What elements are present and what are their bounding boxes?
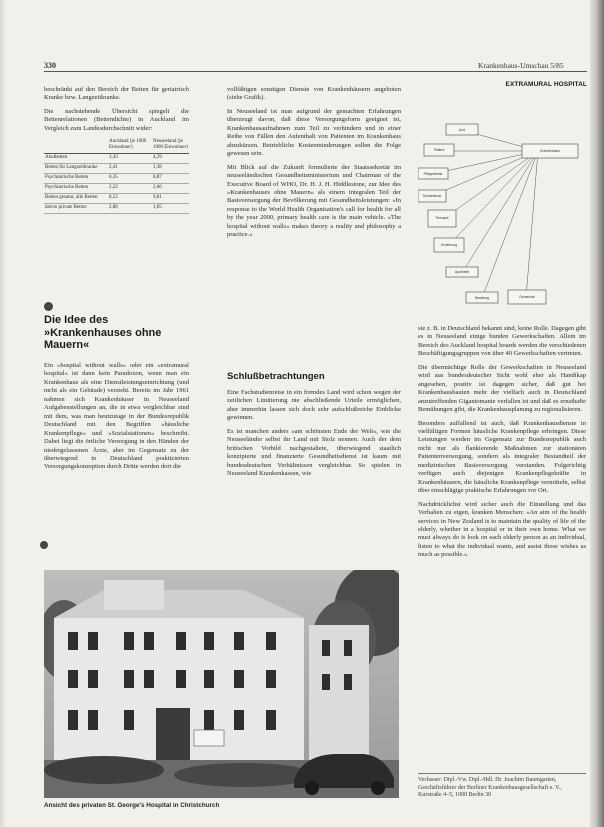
table-cell: 3,43 xyxy=(108,154,152,164)
running-header: Krankenhaus-Umschau 5/85 xyxy=(478,61,564,70)
column-2-top xyxy=(227,86,401,245)
table-cell: 8,53 xyxy=(108,194,152,204)
diagram-title: EXTRAMURAL HOSPITAL xyxy=(505,81,587,88)
paragraph: Ein »hospital without walls« oder ein »extramural hospital« ist dann kein Paradoxon, wenn man ein Krankenhaus als eine Dienstleistungseinrichtung (und nicht als ein Gebäude) versteht. Bereits im Jahr 1961 nahmen sich Krankenhäuser in Neuseeland Aufgabenstellungen an, die in etwa vergleichbar sind mit dem, was man heutzutage in der Bundesrepublik Deutschland mit den Begriffen »häusliche Krankenpflege« und »Sozialstationen« beschreibt. Dabei liegt die örtliche Versorgung in den Händen der niedergelassenen Ärzte, aber im Gegensatz zu der überwiegend in Deutschland praktizierten Versorgungskonzeption durch Dritte werden dort die xyxy=(44,362,189,471)
column-1-body xyxy=(44,362,189,477)
table-header-cell: Neuseeland (je 1000 Einwohner) xyxy=(152,138,189,154)
table-cell: 1,38 xyxy=(152,164,189,174)
table-header-cell xyxy=(44,138,108,154)
table-cell: davon private Betten xyxy=(44,204,108,214)
diagram-node xyxy=(446,267,478,277)
column-2-body xyxy=(227,389,401,484)
diagram-node-label: Patient xyxy=(433,148,445,152)
diagram-node-label: Gemeinde xyxy=(519,295,535,299)
paragraph: Mit Blick auf die Zukunft formulierte der Staatssekretär im neuseeländischen Gesundheitsministerium und Chairman of the Executive Board of WHO, Dr. H. J. H. Hiddlestone, zur Idee des »Krankenhauses ohne Mauern« als einem integralen Teil der Basisversorgung der Bevölkerung mit Gesundheitsleistungen: »In response to the World Health Organisation's call for health for all by the year 2000, primary health care is the main vehicle. «The hospital without walls« makes theory a reality and philosophy a practice.« xyxy=(227,163,401,239)
table-cell: 4,29 xyxy=(152,154,189,164)
table-cell: 0,87 xyxy=(152,174,189,184)
author-note: Verfasser: Dipl.-Vw. Dipl.-Hdl. Dr. Joachim Baumgarten, Geschäftsführer der Berliner Krankenhausgesellschaft e. V., Kurstraße 4–5, 1000 Berlin 30 xyxy=(418,777,562,799)
paragraph: Eine Fachstudienreise in ein fremdes Land wird schon wegen der zeitlichen Limitierung nie abschließende Urteile ermöglichen, aber immerhin lassen sich doch sehr aufschlußreiche Einblicke gewinnen. xyxy=(227,389,401,422)
diagram-node-label: Pflegedienst xyxy=(423,172,443,176)
hospital-building-image xyxy=(44,570,399,798)
column-3-body xyxy=(418,325,586,565)
page-number: 330 xyxy=(44,61,56,70)
paragraph: Die nachstehende Übersicht spiegelt die Bettenrelationen (Bettendichte) in Auckland im Vergleich zum Landesdurchschnitt wider: xyxy=(44,107,189,132)
extramural-hospital-diagram xyxy=(418,96,586,320)
page-left-edge xyxy=(0,0,6,827)
paragraph: beschränkt auf den Bereich der Betten für geriatrisch Kranke bzw. Langzeitkranke. xyxy=(44,86,189,102)
table-cell: Betten gesamt, alle Betten xyxy=(44,194,108,204)
paragraph: In Neuseeland ist man aufgrund der gemachten Erfahrungen überzeugt davon, daß diese Versorgungsform geeignet ist, Krankenhausaufnahmen zum Teil zu verhindern und in einer Reihe von Fällen den Aufenthalt von Patienten im Krankenhaus abzukürzen. Betriebliche Kostenminderungen sollen die Folge gewesen sein. xyxy=(227,107,401,158)
table-cell: 2,88 xyxy=(108,204,152,214)
diagram-node-label: Beratung xyxy=(475,296,489,300)
paragraph: sie z. B. in Deutschland bekannt sind, keine Rolle. Dagegen gibt es in Neuseeland einige bunden Gewerkschaften. Allein im Bereich des Auckland hospital boards werden die verschiedenen Beschäftigungsgruppen von über 40 Gewerkschaften vertreten. xyxy=(418,325,586,358)
paragraph: Es ist manchen anders »am schönsten Ende der Welt«, wie die Neuseeländer selbst ihr Land mit Stolz nennen. Auch der dem britischen Vorbild nachgestaltete, überwiegend staatlich konzipierte und finanzierte Gesundheitsdienst ist kaum mit bundesdeutschen Verhältnissen vergleichbar. So spielen in Neuseeland Krankenkassen, wie xyxy=(227,427,401,478)
diagram-node xyxy=(418,190,446,202)
header-rule xyxy=(44,71,587,72)
table-row xyxy=(44,164,189,174)
diagram-node-label: Therapie xyxy=(435,216,449,220)
diagram-node xyxy=(508,290,546,304)
table-cell: 2,41 xyxy=(108,164,152,174)
table-header-cell: Auckland (je 1000 Einwohner) xyxy=(108,138,152,154)
table-cell: 0,35 xyxy=(108,174,152,184)
table-cell: Betten für Langzeitkranke xyxy=(44,164,108,174)
paragraph: Die übermächtige Rolle der Gewerkschaften in Neuseeland wird aus bundesdeutscher Sicht wohl eher als Handikap angesehen, positiv ist dagegen sicher, daß gut bei Krankenhausbauten mehr der vielfach auch in Deutschland anzutreffenden Gigantomanie verfallen ist und daß es ernsthafte Bemühungen gibt, die Krankenhausplanung zu regionalisieren. xyxy=(418,363,586,414)
diagram-node-label: Sozialdienst xyxy=(422,194,442,198)
table-row xyxy=(44,154,189,164)
table-cell: 2,22 xyxy=(108,184,152,194)
paragraph: vollfähigen sonstigen Dienste von Krankenhäusern angeboten (siehe Grafik). xyxy=(227,86,401,102)
section-bullet xyxy=(44,302,53,311)
diagram-node-label: Arzt xyxy=(458,128,466,132)
hospital-photo xyxy=(44,570,399,798)
diagram-node xyxy=(434,238,464,252)
table-row xyxy=(44,194,189,204)
table-cell: 9,81 xyxy=(152,194,189,204)
diagram-node xyxy=(466,292,498,303)
diagram-node-label: Krankenhaus xyxy=(540,149,560,153)
section-bullet xyxy=(40,541,48,549)
table-cell: 1,65 xyxy=(152,204,189,214)
diagram-node xyxy=(446,124,478,135)
page-gutter-shadow xyxy=(590,0,604,827)
table-cell: Akutbetten xyxy=(44,154,108,164)
section-heading-conclusions: Schlußbetrachtungen xyxy=(227,371,325,382)
table-row xyxy=(44,184,189,194)
section-heading-idea: Die Idee des »Krankenhauses ohne Mauern« xyxy=(44,314,162,351)
diagram-node xyxy=(428,210,456,227)
diagram-node-label: Ernährung xyxy=(441,243,457,247)
paragraph: Nachdrücklichst wird sicher auch die Einstellung und das Verhalten zu eigen, kranken Menschen: »An aim of the health services in New Zealand is to maintain the quality of life of the elderly, whether in a hospital or in their own home. What we must always do is look on each elderly person as an individual, listen to what the individual wants, and assist those wishes as much as possible.« xyxy=(418,500,586,559)
table-cell: Psychiatrische Betten xyxy=(44,174,108,184)
column-1-top xyxy=(44,86,189,214)
table-row xyxy=(44,204,189,214)
bed-density-table xyxy=(44,138,189,214)
table-cell: Psychiatrische Betten xyxy=(44,184,108,194)
table-header-row xyxy=(44,138,189,154)
diagram-node-label: Apotheke xyxy=(454,270,470,274)
paragraph: Besonders auffallend ist auch, daß Krankenhausdienste in vielfältigen Formen häusliche Krankenpflege erbringen. Diese Leistungen werden im Gegensatz zur Bundesrepublik auch nicht nur als flankierende Maßnahmen zur stationären Patientenversorgung, sondern als integraler Bestandteil der medizinischen Basisversorgung verstanden. Folgerichtig verfügen auch diejenigen Krankenpflegekräfte in Krankenhäusern, die häusliche Krankenpflege vermitteln, selbst über einschlägige praktische Erfahrungen vor Ort. xyxy=(418,419,586,495)
table-cell: 2,66 xyxy=(152,184,189,194)
author-rule xyxy=(418,773,586,774)
diagram-node xyxy=(522,144,578,158)
table-row xyxy=(44,174,189,184)
photo-caption: Ansicht des privaten St. George's Hospital in Christchurch xyxy=(44,802,220,809)
diagram-node xyxy=(424,144,454,156)
diagram-node xyxy=(418,168,448,179)
